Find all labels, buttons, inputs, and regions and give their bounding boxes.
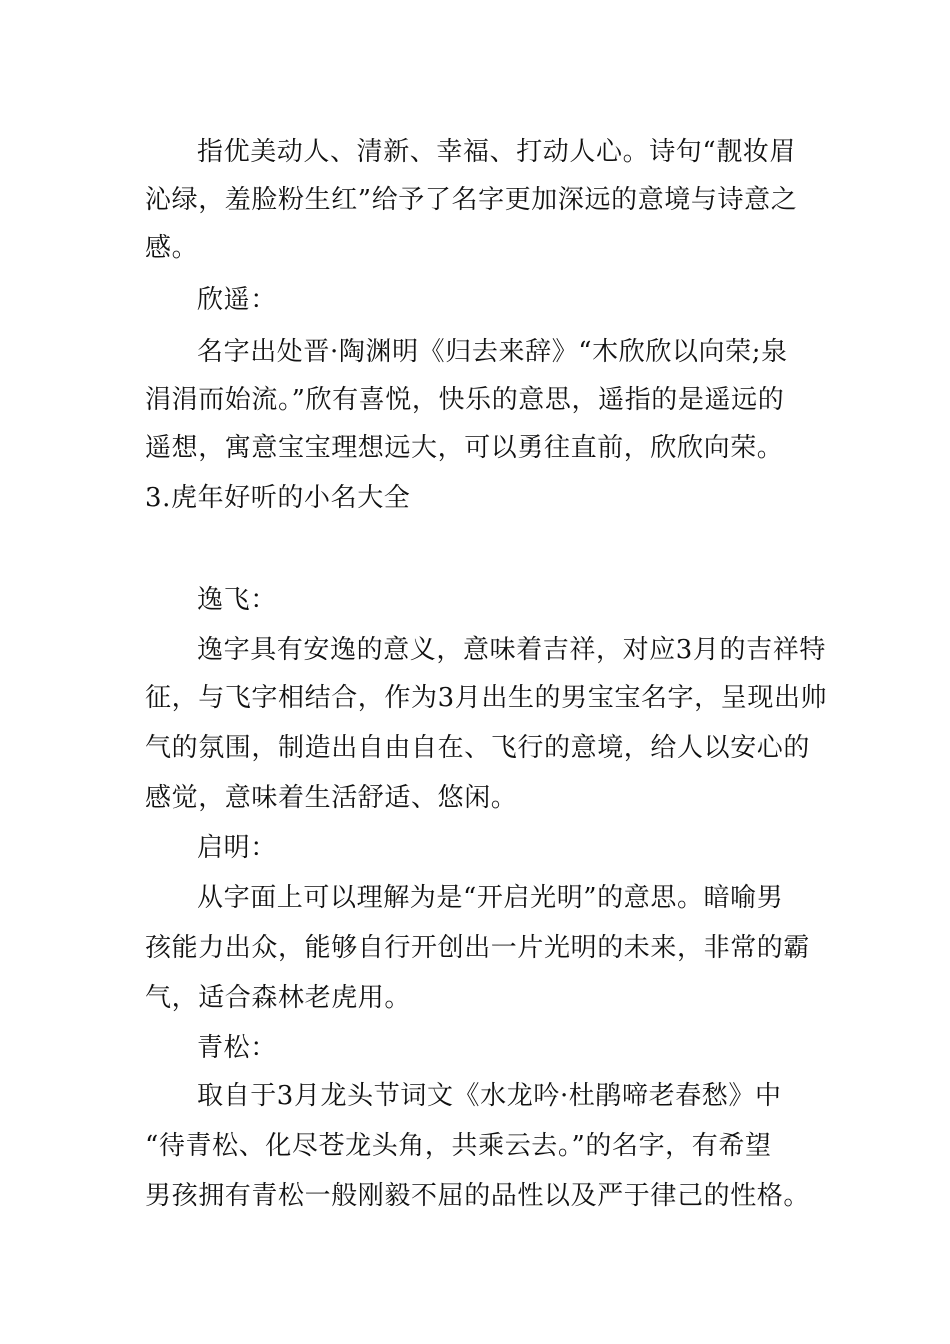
paragraph-line: 感觉，意味着生活舒适、悠闲。 [145,783,518,813]
name-heading: 启明： [197,833,277,863]
paragraph-line: 男孩拥有青松一般刚毅不屈的品性以及严于律己的性格。 [145,1181,811,1211]
name-heading: 欣遥： [197,285,277,315]
section-heading: 3.虎年好听的小名大全 [145,483,411,513]
paragraph-line: “待青松、化尽苍龙头角，共乘云去。”的名字，有希望 [145,1131,772,1161]
paragraph-line: 征，与飞字相结合，作为3月出生的男宝宝名字，呈现出帅 [145,683,828,713]
paragraph-line: 遥想，寓意宝宝理想远大，可以勇往直前，欣欣向荣。 [145,433,784,463]
paragraph-line: 孩能力出众，能够自行开创出一片光明的未来，非常的霸 [145,933,811,963]
paragraph-line: 从字面上可以理解为是“开启光明”的意思。暗喻男 [197,883,784,913]
name-heading: 逸飞： [197,585,277,615]
name-heading: 青松： [197,1033,277,1063]
paragraph-line: 涓涓而始流。”欣有喜悦，快乐的意思，遥指的是遥远的 [145,385,785,415]
paragraph-line: 气，适合森林老虎用。 [145,983,412,1013]
paragraph-line: 逸字具有安逸的意义，意味着吉祥，对应3月的吉祥特 [197,635,826,665]
paragraph-line: 指优美动人、清新、幸福、打动人心。诗句“靓妆眉 [197,137,797,167]
paragraph-line: 气的氛围，制造出自由自在、飞行的意境，给人以安心的 [145,733,811,763]
paragraph-line: 取自于3月龙头节词文《水龙吟·杜鹃啼老春愁》中 [197,1081,782,1111]
paragraph-line: 感。 [145,233,199,263]
paragraph-line: 沁绿，羞脸粉生红”给予了名字更加深远的意境与诗意之 [145,185,798,215]
paragraph-line: 名字出处晋·陶渊明《归去来辞》“木欣欣以向荣;泉 [197,337,788,367]
